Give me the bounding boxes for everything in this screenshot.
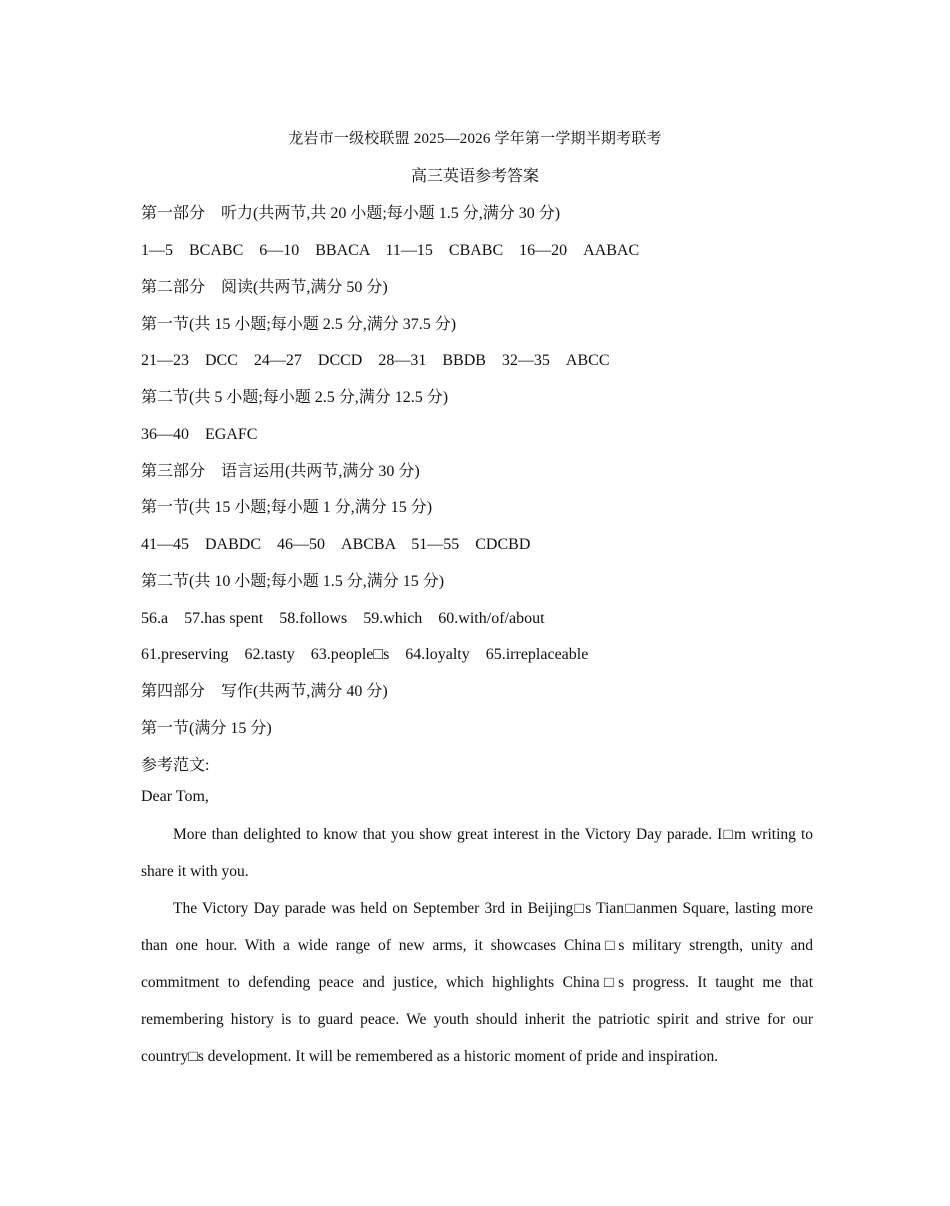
- section-part3-language: 第三部分 语言运用(共两节,满分 30 分): [141, 463, 420, 480]
- section-part1-listening: 第一部分 听力(共两节,共 20 小题;每小题 1.5 分,满分 30 分): [141, 205, 561, 222]
- section-writing-part1: 第一节(满分 15 分): [141, 720, 272, 737]
- answers-56-60: 56.a 57.has spent 58.follows 59.which 60.with/of/about: [141, 610, 545, 627]
- document-title: 龙岩市一级校联盟 2025—2026 学年第一学期半期考联考: [288, 131, 662, 147]
- section-reading-part1: 第一节(共 15 小题;每小题 2.5 分,满分 37.5 分): [141, 316, 457, 333]
- document-subtitle: 高三英语参考答案: [410, 168, 539, 185]
- answers-36-40: 36—40 EGAFC: [141, 426, 258, 443]
- section-part2-reading: 第二部分 阅读(共两节,满分 50 分): [141, 279, 388, 296]
- section-language-part1: 第一节(共 15 小题;每小题 1 分,满分 15 分): [141, 499, 433, 516]
- answers-61-65: 61.preserving 62.tasty 63.people□s 64.loyalty 65.irreplaceable: [141, 646, 589, 663]
- sample-essay-label: 参考范文:: [141, 757, 210, 774]
- section-part4-writing: 第四部分 写作(共两节,满分 40 分): [141, 683, 388, 700]
- section-reading-part2: 第二节(共 5 小题;每小题 2.5 分,满分 12.5 分): [141, 389, 449, 406]
- letter-paragraph-2: The Victory Day parade was held on September 3rd in Beijing□s Tian□anmen Square, lasting more than one hour. With a wide range of new arms, it showcases China□s military strength, unity and commitment to defending peace and justice, which highlights China□s progress. It taught me that remembering history is to guard peace. We youth should inherit the patriotic spirit and strive for our country□s development. It will be remembered as a historic moment of pride and inspiration.: [141, 900, 813, 1065]
- letter-paragraph-1: More than delighted to know that you show great interest in the Victory Day parade. I□m writing to share it with you.: [141, 826, 813, 880]
- section-language-part2: 第二节(共 10 小题;每小题 1.5 分,满分 15 分): [141, 573, 445, 590]
- answers-41-55: 41—45 DABDC 46—50 ABCBA 51—55 CDCBD: [141, 536, 531, 553]
- answers-1-20: 1—5 BCABC 6—10 BBACA 11—15 CBABC 16—20 AABAC: [141, 242, 640, 259]
- letter-salutation: Dear Tom,: [141, 788, 209, 805]
- answers-21-35: 21—23 DCC 24—27 DCCD 28—31 BBDB 32—35 ABCC: [141, 352, 610, 369]
